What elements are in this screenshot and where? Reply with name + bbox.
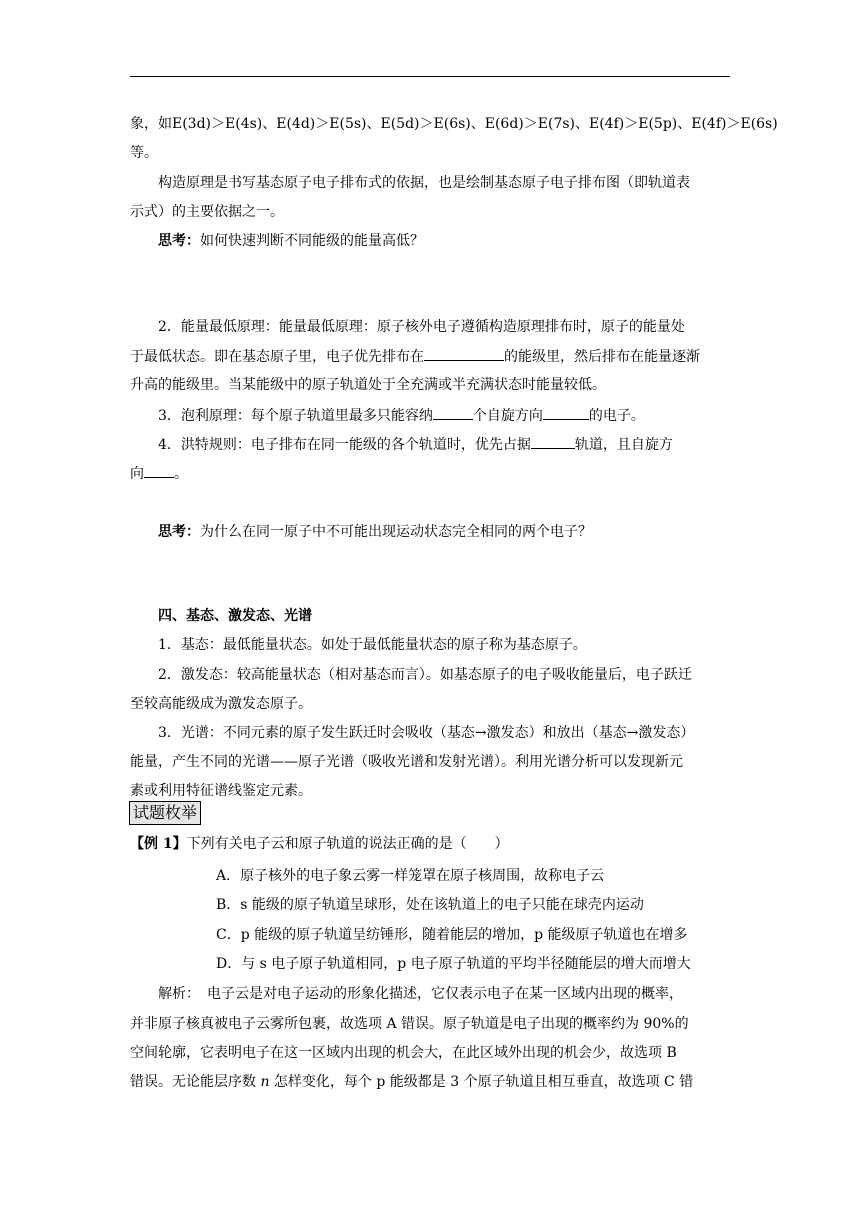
analysis-line [130, 1071, 740, 1093]
think-label: 思考： [158, 524, 200, 540]
text-segment: 个自旋方向 [472, 408, 543, 424]
think-question [158, 521, 768, 543]
fill-blank [144, 462, 174, 478]
text-line: 等。 [130, 145, 158, 161]
fill-blank [433, 404, 473, 420]
fill-blank [543, 404, 589, 420]
analysis-line: 解析： 电子云是对电子运动的形象化描述，它仅表示电子在某一区域内出现的概率， [158, 986, 683, 1002]
option-a: A．原子核外的电子象云雾一样笼罩在原子核周围，故称电子云 [216, 868, 605, 884]
text-segment: 怎样变化，每个 p 能级都是 3 个原子轨道且相互垂直，故选项 C 错 [269, 1074, 694, 1090]
text-line: 能量，产生不同的光谱——原子光谱（吸收光谱和发射光谱）。利用光谱分析可以发现新元 [130, 754, 683, 770]
think-label: 思考： [158, 233, 200, 249]
header-rule [130, 76, 730, 77]
text-line [158, 433, 768, 456]
text-line: 1．基态：最低能量状态。如处于最低能量状态的原子称为基态原子。 [158, 637, 587, 653]
text-line: 象，如E(3d)＞E(4s)、E(4d)＞E(5s)、E(5d)＞E(6s)、E(6d)＞E(7s)、E(4f)＞E(5p)、E(4f)＞E(6s) [130, 116, 778, 132]
example-text: 下列有关电子云和原子轨道的说法正确的是（ ） [186, 836, 509, 852]
text-line: 2．激发态：较高能量状态（相对基态而言）。如基态原子的电子吸收能量后，电子跃迁 [158, 667, 692, 683]
text-line: 升高的能级里。当某能级中的原子轨道处于全充满或半充满状态时能量较低。 [130, 377, 606, 393]
text-line [130, 462, 740, 485]
text-line: 至较高能级成为激发态原子。 [130, 696, 312, 712]
text-line: 3．光谱：不同元素的原子发生跃迁时会吸收（基态→激发态）和放出（基态→激发态） [158, 725, 695, 741]
text-line [130, 345, 740, 368]
text-line: 构造原理是书写基态原子电子排布式的依据，也是绘制基态原子电子排布图（即轨道表 [158, 175, 690, 191]
text-line: 素或利用特征谱线鉴定元素。 [130, 783, 312, 799]
analysis-line: 空间轮廓，它表明电子在这一区域内出现的机会大，在此区域外出现的机会少，故选项 B [130, 1045, 677, 1061]
example-question [130, 833, 740, 855]
option-c: C．p 能级的原子轨道呈纺锤形，随着能层的增加，p 能级原子轨道也在增多 [216, 927, 688, 943]
example-label: 【例 1】 [130, 836, 187, 852]
text-segment: 向 [130, 466, 144, 482]
text-segment: 的能级里，然后排布在能量逐渐 [504, 349, 700, 365]
text-segment: 轨道，且自旋方 [574, 437, 673, 453]
text-line: 2．能量最低原理：能量最低原理：原子核外电子遵循构造原理排布时，原子的能量处 [158, 319, 685, 335]
section-heading: 四、基态、激发态、光谱 [158, 608, 312, 624]
fill-blank [424, 345, 504, 361]
variable-n: n [260, 1074, 270, 1090]
fill-blank [531, 433, 575, 449]
text-segment: 4．洪特规则：电子排布在同一能级的各个轨道时，优先占据 [158, 437, 531, 453]
text-segment: 于最低状态。即在基态原子里，电子优先排布在 [130, 349, 424, 365]
text-line [158, 404, 768, 427]
think-text: 如何快速判断不同能级的能量高低？ [200, 233, 424, 249]
text-segment: 的电子。 [588, 408, 645, 424]
think-text: 为什么在同一原子中不可能出现运动状态完全相同的两个电子？ [200, 524, 592, 540]
analysis-line: 并非原子核真被电子云雾所包裹，故选项 A 错误。原子轨道是电子出现的概率约为 90%的 [130, 1016, 689, 1032]
text-line: 示式）的主要依据之一。 [130, 204, 284, 220]
text-segment: 3．泡利原理：每个原子轨道里最多只能容纳 [158, 408, 433, 424]
text-segment: 。 [174, 466, 188, 482]
section-box-label: 试题枚举 [129, 801, 201, 825]
option-b: B．s 能级的原子轨道呈球形，处在该轨道上的电子只能在球壳内运动 [216, 897, 644, 913]
think-question [158, 230, 768, 252]
option-d: D．与 s 电子原子轨道相同，p 电子原子轨道的平均半径随能层的增大而增大 [216, 956, 691, 972]
text-segment: 错误。无论能层序数 [130, 1074, 261, 1090]
